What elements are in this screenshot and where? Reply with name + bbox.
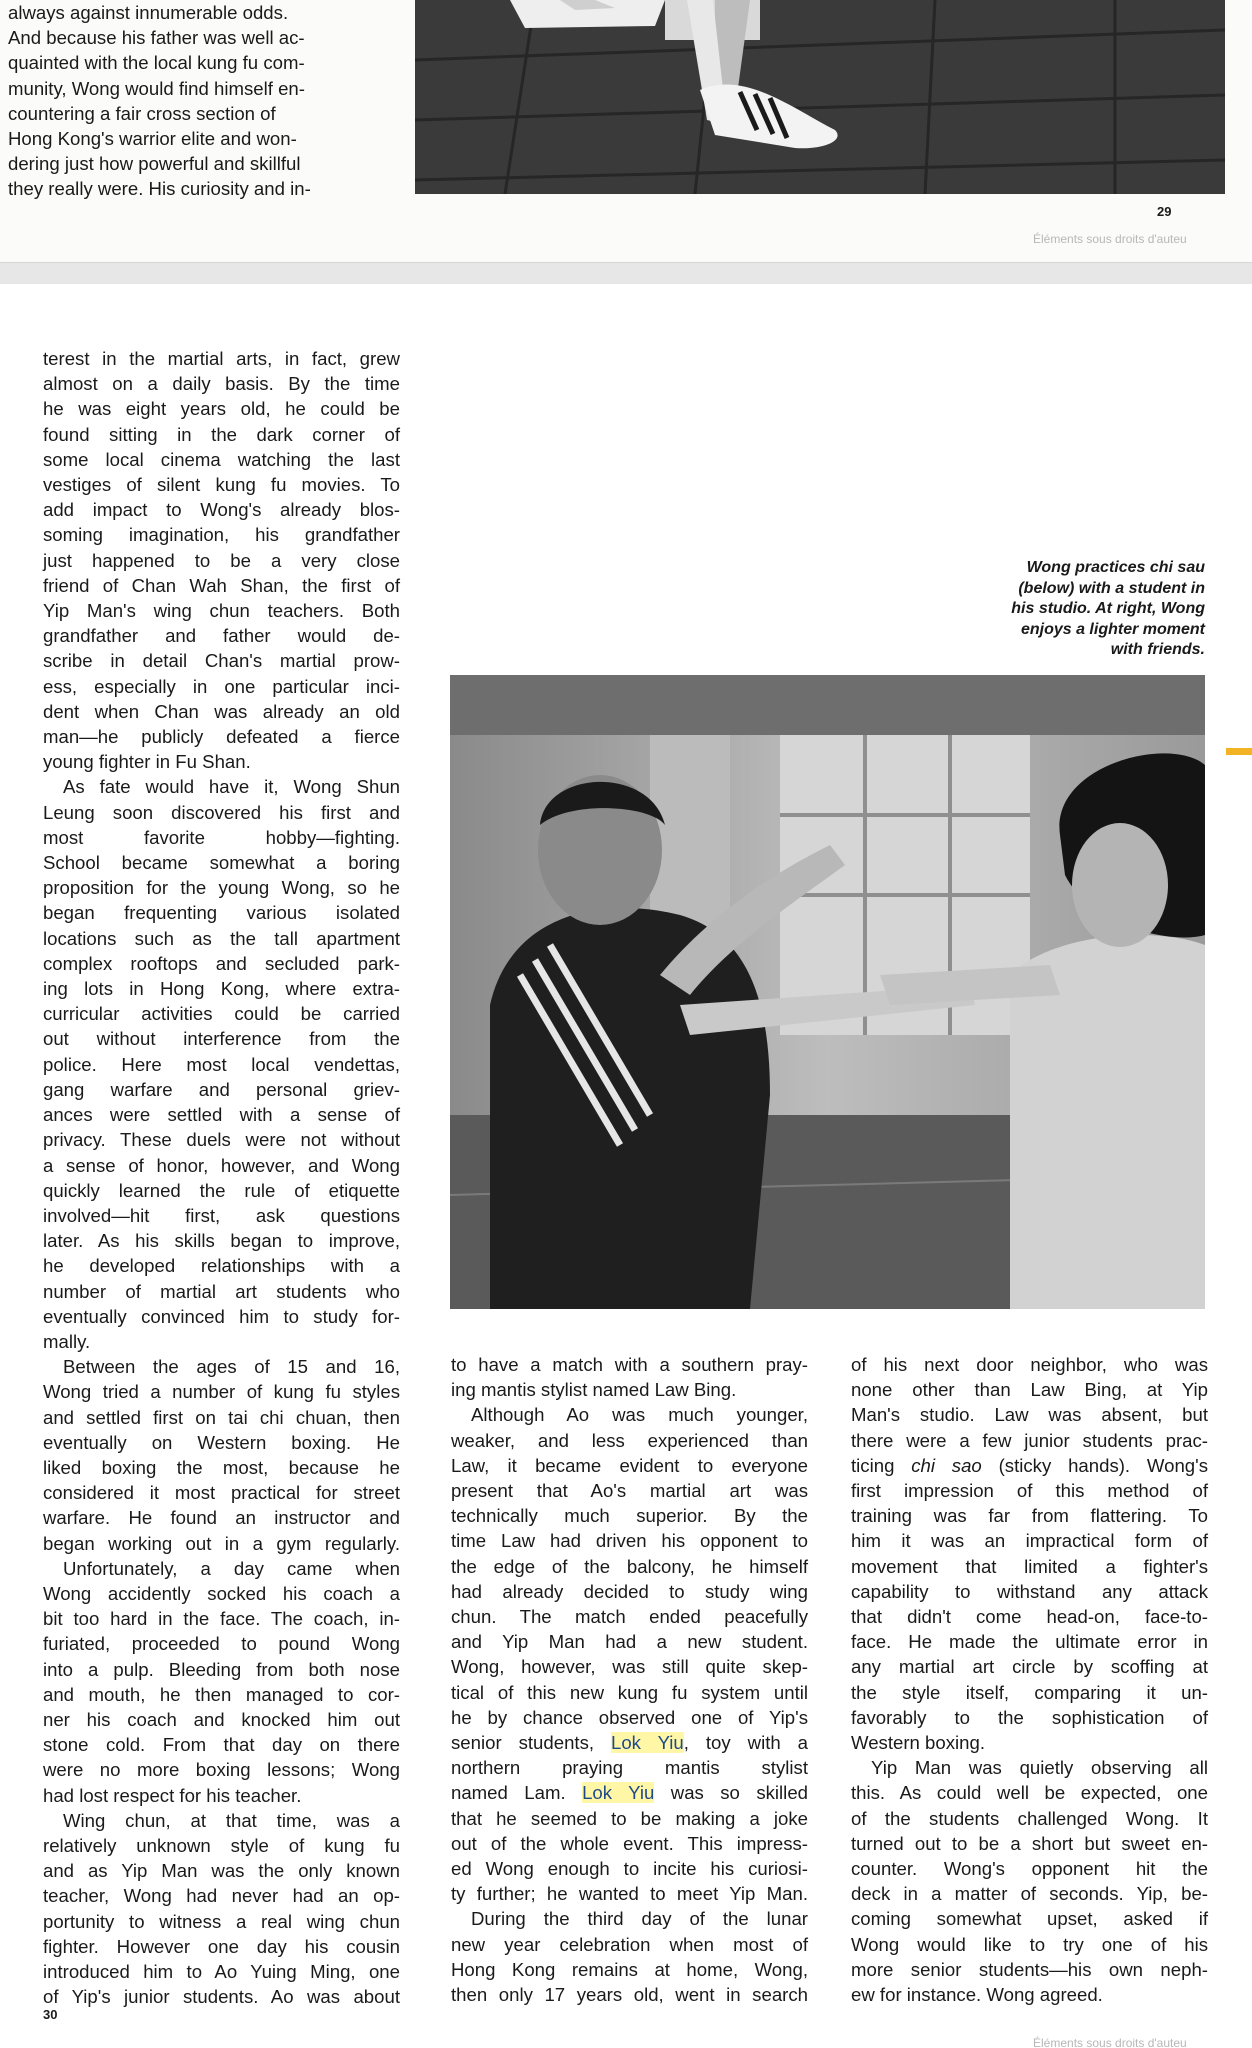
text-line: there were a few junior students prac-	[851, 1429, 1208, 1451]
text-line: number of martial art students who	[43, 1280, 400, 1302]
text-line: training was far from flattering. To	[851, 1505, 1208, 1527]
photo-caption	[960, 558, 1205, 661]
text-line: bit too hard in the face. The coach, in-	[43, 1608, 400, 1630]
reading-position-marker[interactable]	[1226, 748, 1252, 755]
text-line: As fate would have it, Wong Shun	[63, 776, 400, 798]
text-line: the style itself, comparing it un-	[851, 1681, 1208, 1703]
photo-lower-legs-in-sneakers	[415, 0, 1225, 194]
text-line: time Law had driven his opponent to	[451, 1530, 808, 1552]
text-line: that didn't come head-on, face-to-	[851, 1606, 1208, 1628]
page-separator	[0, 262, 1252, 284]
middle-text-column	[451, 1352, 808, 2007]
text-line: terest in the martial arts, in fact, grew	[43, 348, 400, 369]
text-line: involved—hit first, ask questions	[43, 1204, 400, 1226]
text-line	[451, 1730, 808, 1755]
text-fragment: named Lam.	[451, 1782, 583, 1804]
text-line: chun. The match ended peacefully	[451, 1606, 808, 1628]
text-line: had already decided to study wing	[451, 1580, 808, 1602]
text-line: Yip Man was quietly observing all	[871, 1757, 1208, 1779]
text-line: face. He made the ultimate error in	[851, 1631, 1208, 1653]
text-line: ed Wong enough to incite his curiosi-	[451, 1858, 808, 1880]
text-line: that he seemed to be making a joke	[451, 1807, 808, 1829]
text-line: first impression of this method of	[851, 1480, 1208, 1502]
text-line: had lost respect for his teacher.	[43, 1784, 302, 1806]
text-line: Law, it became evident to everyone	[451, 1454, 808, 1476]
text-line: Man's studio. Law was absent, but	[851, 1404, 1208, 1426]
text-line: Hong Kong's warrior elite and won-	[8, 128, 297, 150]
text-line: proposition for the young Wong, so he	[43, 877, 400, 899]
caption-line: with friends.	[1110, 641, 1205, 658]
text-line: eventually on Western boxing. He	[43, 1431, 400, 1453]
text-line: just happened to be a very close	[43, 549, 400, 571]
text-line: later. As his skills began to improve,	[43, 1230, 400, 1252]
text-line: quickly learned the rule of etiquette	[43, 1179, 400, 1201]
text-line: vestiges of silent kung fu movies. To	[43, 474, 400, 496]
text-line: the edge of the balcony, he himself	[451, 1555, 808, 1577]
text-fragment: senior students,	[451, 1732, 611, 1754]
photo-chi-sau-practice	[450, 675, 1205, 1309]
text-line: and mouth, he then managed to cor-	[43, 1683, 400, 1705]
text-line: Yip Man's wing chun teachers. Both	[43, 600, 400, 622]
text-line: privacy. These duels were not without	[43, 1129, 400, 1151]
text-line: deck in a matter of seconds. Yip, be-	[851, 1883, 1208, 1905]
text-line: turned out to be a short but sweet en-	[851, 1832, 1208, 1854]
left-text-column	[43, 346, 400, 2009]
text-line: counter. Wong's opponent hit the	[851, 1858, 1208, 1880]
text-line: more senior students—his own neph-	[851, 1958, 1208, 1980]
text-line: curricular activities could be carried	[43, 1003, 400, 1025]
caption-line: enjoys a lighter moment	[1020, 620, 1205, 638]
text-line: any martial art circle by scoffing at	[851, 1656, 1208, 1678]
text-line: he by chance observed one of Yip's	[451, 1706, 808, 1728]
chi-sau-photo-graphic	[450, 675, 1205, 1309]
text-line: new year celebration when most of	[451, 1933, 808, 1955]
text-line: relatively unknown style of kung fu	[43, 1834, 400, 1856]
text-line: coming somewhat upset, asked if	[851, 1908, 1208, 1930]
text-line: man—he publicly defeated a fierce	[43, 726, 400, 748]
text-line: found sitting in the dark corner of	[43, 423, 400, 445]
text-line: grandfather and father would de-	[43, 625, 400, 647]
page-number: 30	[43, 2007, 58, 2022]
text-line: dent when Chan was already an old	[43, 700, 400, 722]
highlighted-name: Lok Yiu	[582, 1782, 655, 1804]
text-line: gang warfare and personal griev-	[43, 1078, 400, 1100]
text-line: capability to withstand any attack	[851, 1580, 1208, 1602]
text-line	[451, 1780, 808, 1805]
text-line: ew for instance. Wong agreed.	[851, 1984, 1103, 2006]
text-line: eventually convinced him to study for-	[43, 1305, 400, 1327]
caption-line: Wong practices chi sau	[1026, 559, 1205, 576]
text-line: scribe in detail Chan's martial prow-	[43, 650, 400, 672]
text-line: mally.	[43, 1330, 91, 1352]
text-line: friend of Chan Wah Shan, the first of	[43, 574, 400, 596]
text-line: Hong Kong remains at home, Wong,	[451, 1958, 808, 1980]
text-line: almost on a daily basis. By the time	[43, 373, 400, 395]
text-line: northern praying mantis stylist	[451, 1757, 808, 1779]
text-line: dering just how powerful and skillful	[8, 153, 301, 175]
text-line: Wong tried a number of kung fu styles	[43, 1381, 400, 1403]
text-line: they really were. His curiosity and in-	[8, 178, 311, 200]
text-line: of the students challenged Wong. It	[851, 1807, 1208, 1829]
text-line: police. Here most local vendettas,	[43, 1053, 400, 1075]
watermark: Éléments sous droits d'auteu	[1033, 232, 1187, 246]
text-line: of his next door neighbor, who was	[851, 1354, 1208, 1375]
text-line: locations such as the tall apartment	[43, 927, 400, 949]
caption-line: (below) with a student in	[1018, 579, 1205, 597]
text-fragment: (sticky hands). Wong's	[981, 1454, 1208, 1476]
text-line: Although Ao was much younger,	[471, 1404, 808, 1426]
text-line: Unfortunately, a day came when	[63, 1557, 400, 1579]
text-line: add impact to Wong's already blos-	[43, 499, 400, 521]
text-line: weaker, and less experienced than	[451, 1429, 808, 1451]
text-line: ess, especially in one particular inci-	[43, 675, 400, 697]
text-line: School became somewhat a boring	[43, 852, 400, 874]
text-line: Western boxing.	[851, 1732, 986, 1754]
text-line: complex rooftops and secluded park-	[43, 952, 400, 974]
text-line: Wong, however, was still quite skep-	[451, 1656, 808, 1678]
text-line: Leung soon discovered his first and	[43, 801, 400, 823]
text-line: then only 17 years old, went in search	[451, 1984, 808, 2006]
text-line: were no more boxing lessons; Wong	[43, 1759, 400, 1781]
text-line: ing lots in Hong Kong, where extra-	[43, 978, 400, 1000]
text-line: favorably to the sophistication of	[851, 1706, 1208, 1728]
text-line: countering a fair cross section of	[8, 102, 276, 124]
text-line: and Yip Man had a new student.	[451, 1631, 808, 1653]
right-text-column	[851, 1352, 1208, 2007]
text-line: him it was an impractical form of	[851, 1530, 1208, 1552]
text-fragment: ticing	[851, 1454, 912, 1476]
text-line: furiated, proceeded to pound Wong	[43, 1633, 400, 1655]
text-fragment: was so skilled	[654, 1782, 808, 1804]
text-line: ty further; he wanted to meet Yip Man.	[451, 1883, 808, 1905]
text-line: quainted with the local kung fu com-	[8, 52, 305, 74]
text-line: and as Yip Man was the only known	[43, 1860, 400, 1882]
highlighted-name: Lok Yiu	[611, 1732, 684, 1754]
text-line: During the third day of the lunar	[471, 1908, 808, 1930]
text-line: soming imagination, his grandfather	[43, 524, 400, 546]
text-line: fighter. However one day his cousin	[43, 1935, 400, 1957]
text-line: most favorite hobby—fighting.	[43, 826, 400, 848]
watermark: Éléments sous droits d'auteu	[1033, 2036, 1187, 2048]
text-line: out without interference from the	[43, 1028, 400, 1050]
text-fragment: , toy with a	[683, 1732, 808, 1754]
text-line: stone cold. From that day on there	[43, 1734, 400, 1756]
text-line: considered it most practical for street	[43, 1482, 400, 1504]
text-line: began working out in a gym regularly.	[43, 1532, 400, 1554]
text-line: technically much superior. By the	[451, 1505, 808, 1527]
text-line: Wong would like to try one of his	[851, 1933, 1208, 1955]
text-line: none other than Law Bing, at Yip	[851, 1379, 1208, 1401]
text-line: he was eight years old, he could be	[43, 398, 400, 420]
text-line: tical of this new kung fu system until	[451, 1681, 808, 1703]
text-line: some local cinema watching the last	[43, 448, 400, 470]
text-line: ing mantis stylist named Law Bing.	[451, 1379, 737, 1401]
text-line: began frequenting various isolated	[43, 902, 400, 924]
page-29	[0, 0, 1252, 262]
text-line: teacher, Wong had never had an op-	[43, 1885, 400, 1907]
text-line: ances were settled with a sense of	[43, 1104, 400, 1126]
text-line: present that Ao's martial art was	[451, 1480, 808, 1502]
text-line: Wong accidently socked his coach a	[43, 1582, 400, 1604]
page-29-text-column	[8, 0, 368, 202]
text-line: always against innumerable odds.	[8, 2, 289, 23]
text-line: a sense of honor, however, and Wong	[43, 1154, 400, 1176]
text-line: young fighter in Fu Shan.	[43, 751, 251, 773]
text-line	[851, 1453, 1208, 1478]
text-line: of Yip's junior students. Ao was about	[43, 1986, 400, 2008]
text-line: Between the ages of 15 and 16,	[63, 1356, 400, 1378]
text-line: warfare. He found an instructor and	[43, 1507, 400, 1529]
text-line: out of the whole event. This impress-	[451, 1832, 808, 1854]
caption-line: his studio. At right, Wong	[1011, 600, 1205, 617]
text-line: munity, Wong would find himself en-	[8, 77, 305, 99]
text-line: to have a match with a southern pray-	[451, 1354, 808, 1375]
text-line: liked boxing the most, because he	[43, 1456, 400, 1478]
text-line: introduced him to Ao Yuing Ming, one	[43, 1961, 400, 1982]
sneakers-photo-graphic	[415, 0, 1225, 194]
text-line: into a pulp. Bleeding from both nose	[43, 1658, 400, 1680]
italic-term: chi sao	[911, 1454, 982, 1476]
text-line: And because his father was well ac-	[8, 27, 305, 49]
page-number: 29	[1157, 204, 1172, 219]
text-line: and settled first on tai chi chuan, then	[43, 1406, 400, 1428]
text-line: portunity to witness a real wing chun	[43, 1910, 400, 1932]
text-line: movement that limited a fighter's	[851, 1555, 1208, 1577]
text-line: ner his coach and knocked him out	[43, 1708, 400, 1730]
text-line: he developed relationships with a	[43, 1255, 400, 1277]
text-line: Wing chun, at that time, was a	[63, 1809, 400, 1831]
text-line: this. As could well be expected, one	[851, 1782, 1208, 1804]
